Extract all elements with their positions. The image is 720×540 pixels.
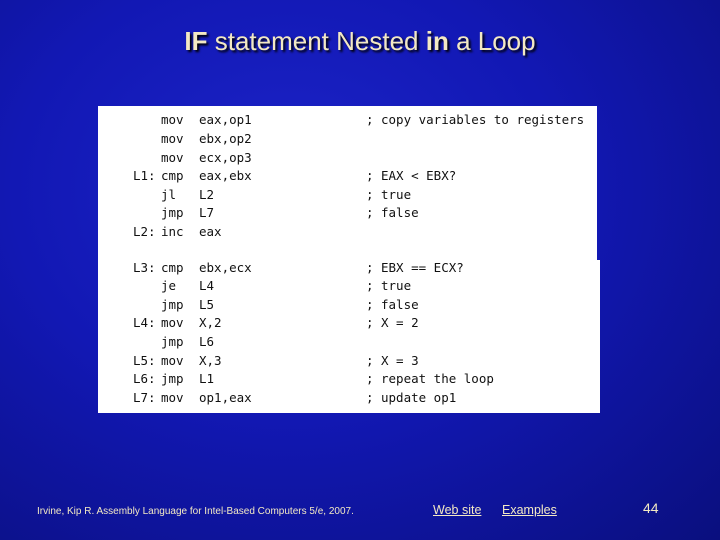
title-text-middle: statement Nested [207, 26, 426, 56]
code-comment: update op1 [381, 390, 457, 405]
code-line [98, 333, 600, 351]
code-operands: op1,eax [199, 390, 252, 405]
code-comment: false [381, 205, 419, 220]
code-line [98, 352, 600, 370]
code-line [98, 314, 600, 332]
code-operands: ebx,op2 [199, 131, 252, 146]
code-opcode: jmp [161, 297, 184, 312]
code-label: L6: [133, 371, 156, 386]
code-label: L1: [133, 168, 156, 183]
code-label: L3: [133, 260, 156, 275]
code-label: L7: [133, 390, 156, 405]
code-operands: L1 [199, 371, 215, 386]
code-line [98, 111, 600, 129]
code-line [98, 149, 600, 167]
code-line [98, 370, 600, 388]
code-comment: X = 2 [381, 315, 419, 330]
code-comment-marker: ; [366, 112, 374, 127]
code-label: L4: [133, 315, 156, 330]
code-opcode: jmp [161, 334, 184, 349]
code-opcode: mov [161, 353, 184, 368]
code-operands: X,2 [199, 315, 222, 330]
code-comment: X = 3 [381, 353, 419, 368]
code-operands: eax [199, 224, 222, 239]
code-comment: repeat the loop [381, 371, 494, 386]
code-line [98, 223, 600, 241]
code-line [98, 296, 600, 314]
code-operands: ebx,ecx [199, 260, 252, 275]
code-comment: EBX == ECX? [381, 260, 464, 275]
code-line [98, 130, 600, 148]
code-line [98, 259, 600, 277]
title-keyword-if: IF [184, 26, 208, 56]
code-opcode: mov [161, 112, 184, 127]
code-label: L5: [133, 353, 156, 368]
page-number: 44 [643, 500, 659, 516]
code-comment-marker: ; [366, 315, 374, 330]
code-line [98, 204, 600, 222]
code-comment-marker: ; [366, 168, 374, 183]
code-opcode: inc [161, 224, 184, 239]
code-comment-marker: ; [366, 205, 374, 220]
code-opcode: cmp [161, 168, 184, 183]
examples-link[interactable]: Examples [502, 503, 557, 517]
code-opcode: mov [161, 131, 184, 146]
code-comment-marker: ; [366, 390, 374, 405]
code-comment: true [381, 278, 412, 293]
code-operands: eax,ebx [199, 168, 252, 183]
code-label: L2: [133, 224, 156, 239]
web-site-link[interactable]: Web site [433, 503, 482, 517]
code-opcode: je [161, 278, 177, 293]
code-operands: L4 [199, 278, 215, 293]
code-listing-image [98, 106, 600, 413]
code-operands: L2 [199, 187, 215, 202]
code-comment: false [381, 297, 419, 312]
code-comment-marker: ; [366, 297, 374, 312]
code-opcode: mov [161, 390, 184, 405]
code-operands: L6 [199, 334, 215, 349]
code-comment-marker: ; [366, 260, 374, 275]
code-line [98, 389, 600, 407]
code-comment-marker: ; [366, 187, 374, 202]
code-opcode: cmp [161, 260, 184, 275]
citation-text: Irvine, Kip R. Assembly Language for Intel-Based Computers 5/e, 2007. [37, 506, 354, 517]
code-operands: ecx,op3 [199, 150, 252, 165]
code-comment: true [381, 187, 412, 202]
title-keyword-in: in [425, 26, 449, 56]
code-opcode: jmp [161, 205, 184, 220]
code-opcode: mov [161, 315, 184, 330]
code-comment-marker: ; [366, 371, 374, 386]
code-operands: L7 [199, 205, 215, 220]
code-opcode: mov [161, 150, 184, 165]
slide-title [0, 26, 720, 57]
code-operands: X,3 [199, 353, 222, 368]
code-opcode: jl [161, 187, 177, 202]
code-comment-marker: ; [366, 278, 374, 293]
code-comment: copy variables to registers [381, 112, 585, 127]
code-line [98, 167, 600, 185]
code-operands: L5 [199, 297, 215, 312]
code-line [98, 277, 600, 295]
title-text-end: a Loop [448, 26, 536, 56]
code-operands: eax,op1 [199, 112, 252, 127]
code-opcode: jmp [161, 371, 184, 386]
code-comment: EAX < EBX? [381, 168, 457, 183]
code-comment-marker: ; [366, 353, 374, 368]
code-line [98, 186, 600, 204]
